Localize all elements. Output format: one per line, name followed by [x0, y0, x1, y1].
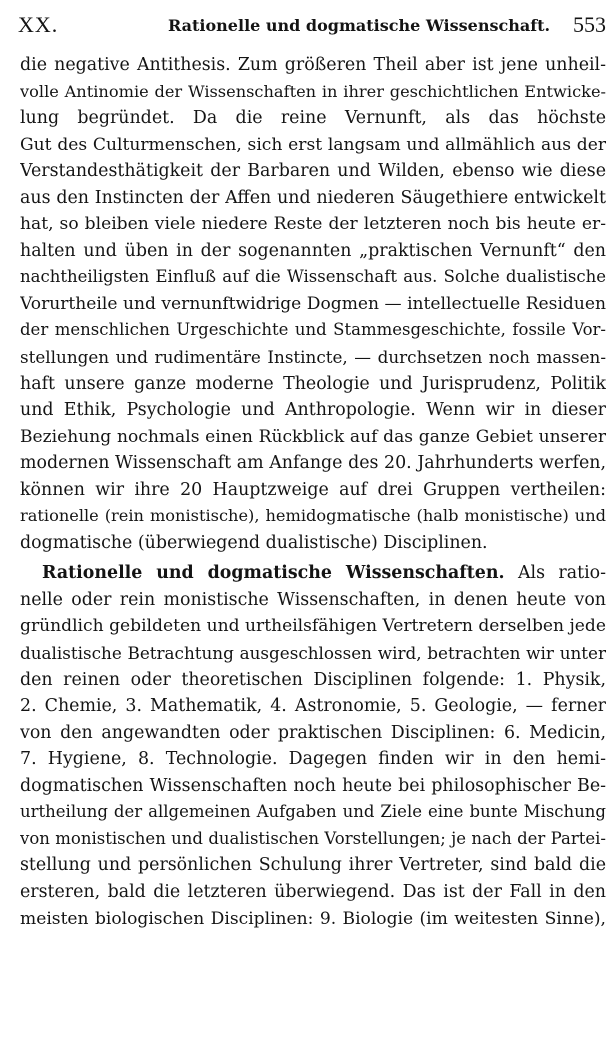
- text-line: rationelle (rein monistische), hemidogmatische (halb monistische) und: [20, 506, 606, 526]
- paragraph-1: [20, 52, 606, 556]
- page-body: [20, 52, 606, 932]
- text-line: der menschlichen Urgeschichte und Stammesgeschichte, fossile Vor-: [20, 320, 606, 340]
- text-line: hat, so bleiben viele niedere Reste der letzteren noch bis heute er-: [20, 214, 606, 235]
- text-line: Gut des Culturmenschen, sich erst langsam und allmählich aus der: [20, 134, 606, 155]
- text-line: 7. Hygiene, 8. Technologie. Dagegen finden wir in den hemi-: [20, 749, 606, 770]
- text-line: 2. Chemie, 3. Mathematik, 4. Astronomie, 5. Geologie, — ferner: [20, 696, 606, 717]
- text-line: volle Antinomie der Wissenschaften in ihrer geschichtlichen Entwicke-: [20, 81, 606, 101]
- running-title: Rationelle und dogmatische Wissenschaft.: [168, 16, 551, 35]
- text-line: gründlich gebildeten und urtheilsfähigen Vertretern derselben jede: [20, 616, 606, 637]
- text-line: stellungen und rudimentäre Instincte, — durchsetzen noch massen-: [20, 347, 606, 368]
- text-line: von monistischen und dualistischen Vorstellungen; je nach der Partei-: [20, 828, 606, 848]
- text-line: nachtheiligsten Einfluß auf die Wissenschaft aus. Solche dualistische: [20, 267, 606, 287]
- text-line: Vorurtheile und vernunftwidrige Dogmen — intellectuelle Residuen: [20, 293, 606, 314]
- text-line: modernen Wissenschaft am Anfange des 20. Jahrhunderts werfen,: [20, 453, 606, 474]
- text-line: dualistische Betrachtung ausgeschlossen wird, betrachten wir unter: [20, 643, 606, 664]
- text-line: lung begründet. Da die reine Vernunft, als das höchste: [20, 108, 606, 129]
- text-line: dogmatischen Wissenschaften noch heute bei philosophischer Be-: [20, 775, 606, 796]
- text-line: die negative Antithesis. Zum größeren Theil aber ist jene unheil-: [20, 55, 606, 75]
- text-line: halten und üben in der sogenannten „praktischen Vernunft“ den: [20, 240, 606, 261]
- text-line: können wir ihre 20 Hauptzweige auf drei Gruppen vertheilen:: [20, 479, 606, 500]
- text-line: urtheilung der allgemeinen Aufgaben und Ziele eine bunte Mischung: [20, 802, 606, 822]
- text-fragment: Als ratio-: [504, 563, 606, 584]
- text-line: den reinen oder theoretischen Disciplinen folgende: 1. Physik,: [20, 669, 606, 690]
- text-line: von den angewandten oder praktischen Disciplinen: 6. Medicin,: [20, 722, 606, 743]
- page-number: 553: [573, 12, 606, 37]
- paragraph-heading-line: [20, 560, 606, 587]
- text-line: Beziehung nochmals einen Rückblick auf das ganze Gebiet unserer: [20, 426, 606, 447]
- text-line: stellung und persönlichen Schulung ihrer Vertreter, sind bald die: [20, 855, 606, 876]
- text-line: haft unsere ganze moderne Theologie und Jurisprudenz, Politik: [20, 373, 606, 394]
- text-line: nelle oder rein monistische Wissenschaften, in denen heute von: [20, 589, 606, 610]
- text-line: ersteren, bald die letzteren überwiegend. Das ist der Fall in den: [20, 881, 606, 902]
- chapter-number: XX.: [18, 12, 59, 37]
- section-heading: Rationelle und dogmatische Wissenschaften.: [42, 563, 505, 584]
- text-line: aus den Instincten der Affen und niederen Säugethiere entwickelt: [20, 187, 606, 208]
- page-header: [18, 12, 606, 42]
- text-line: und Ethik, Psychologie und Anthropologie. Wenn wir in dieser: [20, 400, 606, 421]
- text-line: meisten biologischen Disciplinen: 9. Biologie (im weitesten Sinne),: [20, 908, 606, 929]
- text-line: dogmatische (überwiegend dualistische) Disciplinen.: [20, 532, 488, 553]
- text-line: Verstandesthätigkeit der Barbaren und Wilden, ebenso wie diese: [20, 161, 606, 182]
- paragraph-2: [20, 560, 606, 932]
